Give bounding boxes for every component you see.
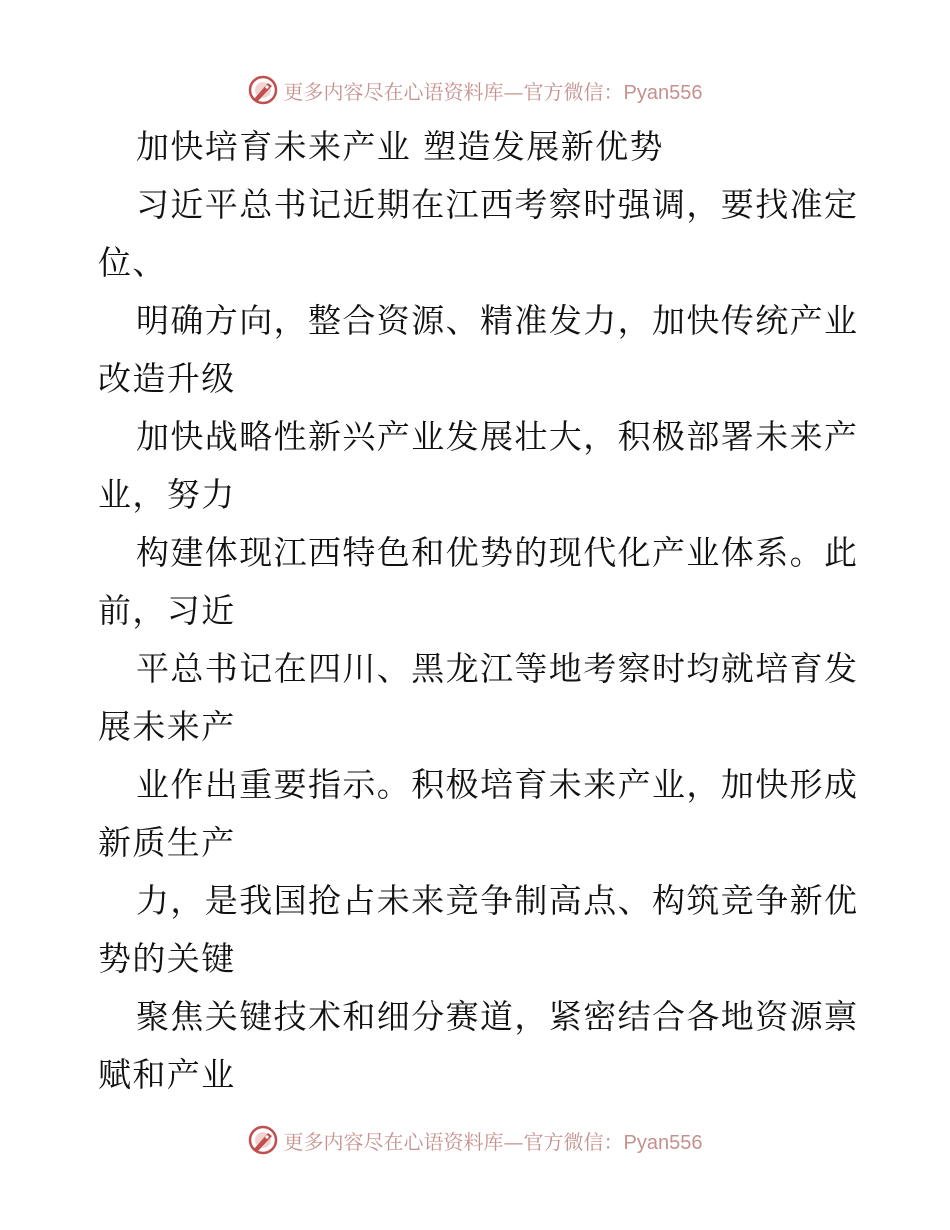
pen-nib-logo-icon [248, 1125, 278, 1155]
paragraph-line: 前，习近 [98, 591, 236, 630]
paragraph-line: 展未来产 [98, 707, 236, 746]
footer-banner [0, 1120, 950, 1160]
header-banner [0, 70, 950, 110]
footer-banner-text: 更多内容尽在心语资料库—官方微信：Pyan556 [283, 1129, 703, 1154]
paragraph-line: 业，努力 [98, 475, 236, 514]
paragraph-line: 势的关键 [98, 939, 236, 978]
paragraph-line: 明确方向，整合资源、精准发力，加快传统产业 [136, 301, 859, 340]
document-title: 加快培育未来产业 塑造发展新优势 [136, 127, 664, 166]
paragraph-line: 业作出重要指示。积极培育未来产业，加快形成 [136, 765, 859, 804]
paragraph-line: 平总书记在四川、黑龙江等地考察时均就培育发 [136, 649, 859, 688]
document-body [98, 118, 858, 1104]
paragraph-line: 构建体现江西特色和优势的现代化产业体系。此 [136, 533, 859, 572]
paragraph-line: 赋和产业 [98, 1055, 236, 1094]
paragraph-line: 改造升级 [98, 359, 236, 398]
paragraph-line: 习近平总书记近期在江西考察时强调，要找准定 [136, 185, 859, 224]
paragraph-line: 聚焦关键技术和细分赛道，紧密结合各地资源禀 [136, 997, 859, 1036]
paragraph-line: 位、 [98, 243, 167, 282]
paragraph-line: 力，是我国抢占未来竞争制高点、构筑竞争新优 [136, 881, 859, 920]
header-wechat-id: Pyan556 [623, 81, 703, 104]
footer-wechat-id: Pyan556 [623, 1131, 703, 1154]
header-banner-text: 更多内容尽在心语资料库—官方微信：Pyan556 [283, 79, 703, 104]
paragraph-line: 加快战略性新兴产业发展壮大，积极部署未来产 [136, 417, 859, 456]
pen-nib-logo-icon [248, 75, 278, 105]
paragraph-line: 新质生产 [98, 823, 236, 862]
